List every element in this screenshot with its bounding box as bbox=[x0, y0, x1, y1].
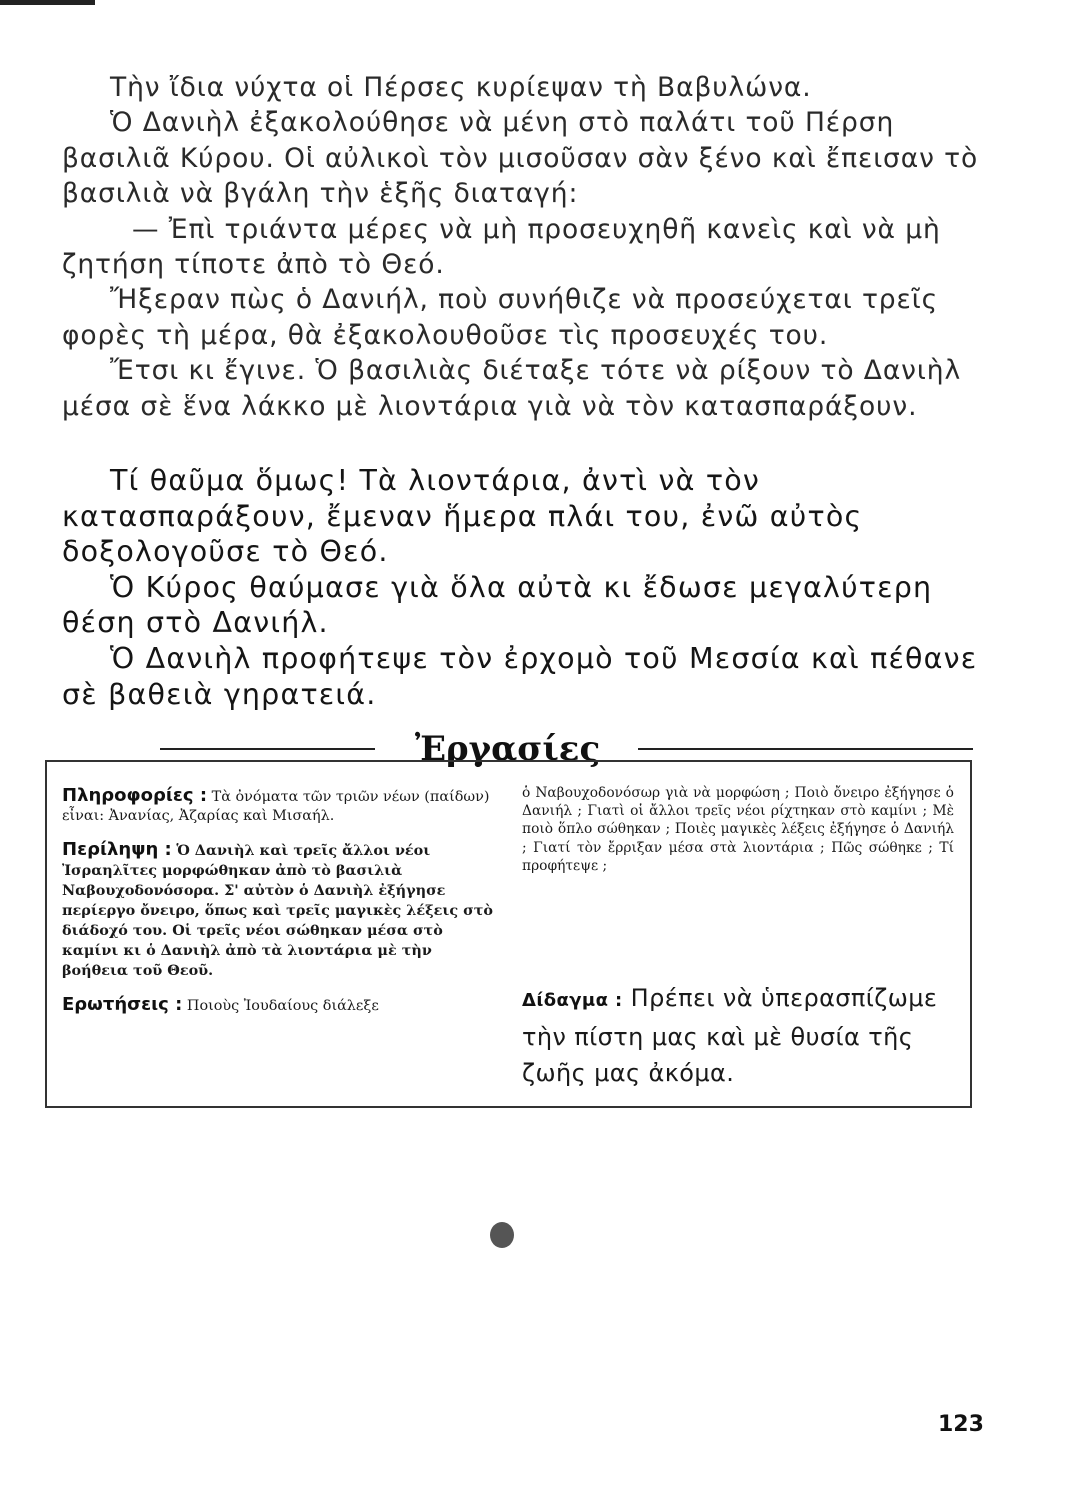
story-paragraph: Ὁ Κύρος θαύμασε γιὰ ὅλα αὐτὰ κι ἔδωσε μεγαλύτερη θέση στὸ Δανιήλ. bbox=[62, 570, 933, 640]
info-text: Τὰ ὀνόματα τῶν τριῶν νέων (παίδων) εἶναι: Ἀνανίας, Ἀζαρίας καὶ Μισαήλ. bbox=[62, 789, 490, 824]
exercises-heading: Ἐργασίες bbox=[414, 729, 601, 769]
story-paragraph: — Ἐπὶ τριάντα μέρες νὰ μὴ προσευχηθῆ κανεὶς καὶ νὰ μὴ ζητήση τίποτε ἀπὸ τὸ Θεό. bbox=[62, 213, 941, 281]
story-paragraph: Ἤξεραν πὼς ὁ Δανιήλ, ποὺ συνήθιζε νὰ προσεύχεται τρεῖς φορὲς τὴ μέρα, θὰ ἐξακολουθοῦσε τὶς προσευχές του. bbox=[62, 284, 939, 351]
heading-rule-right bbox=[638, 748, 973, 750]
questions-text-start: Ποιοὺς Ἰουδαίους διάλεξε bbox=[186, 998, 379, 1014]
lesson-text: Πρέπει νὰ ὑπερασπίζωμε τὴν πίστη μας καὶ μὲ θυσία τῆς ζωῆς μας ἀκόμα. bbox=[522, 984, 938, 1087]
info-block bbox=[62, 786, 502, 826]
heading-rule-left bbox=[160, 748, 375, 750]
story-paragraph: Ὁ Δανιὴλ προφήτεψε τὸν ἐρχομὸ τοῦ Μεσσία καὶ πέθανε σὲ βαθειὰ γηρατειά. bbox=[62, 641, 978, 711]
summary-text: Ὁ Δανιὴλ καὶ τρεῖς ἄλλοι νέοι Ἰσραηλῖτες μορφώθηκαν ἀπὸ τὸ βασιλιὰ Ναβουχοδονόσορα. Σ' αὐτὸν ὁ Δανιὴλ ἐξήγησε περίεργο ὄνειρο, ὅπως καὶ τρεῖς μαγικὲς λέξεις στὸ διάδοχό του. Οἱ τρεῖς νέοι σώθηκαν μέσα στὸ καμίνι κι ὁ Δανιὴλ ἀπὸ τὰ λιοντάρια μὲ τὴν βοήθεια τοῦ Θεοῦ. bbox=[62, 842, 494, 979]
story-text-lower bbox=[62, 463, 987, 712]
exercises-left-column bbox=[62, 786, 502, 1016]
story-paragraph: Τὴν ἴδια νύχτα οἱ Πέρσες κυρίεψαν τὴ Βαβυλώνα. bbox=[110, 72, 812, 103]
top-edge-mark bbox=[0, 0, 95, 5]
info-label: Πληροφορίες : bbox=[62, 785, 208, 806]
story-text-upper bbox=[62, 70, 987, 424]
questions-label: Ερωτήσεις : bbox=[62, 994, 183, 1015]
lesson-block bbox=[522, 980, 962, 1091]
story-paragraph: Ὁ Δανιὴλ ἐξακολούθησε νὰ μένη στὸ παλάτι τοῦ Πέρση βασιλιᾶ Κύρου. Οἱ αὐλικοὶ τὸν μισοῦσαν σὰν ξένο καὶ ἔπεισαν τὸ βασιλιὰ νὰ βγάλη τὴν ἑξῆς διαταγή: bbox=[62, 107, 979, 210]
questions-block bbox=[62, 995, 502, 1016]
summary-label: Περίληψη : bbox=[62, 839, 172, 860]
questions-text-cont: ὁ Ναβουχοδονόσωρ γιὰ νὰ μορφώση ; Ποιὸ ὄνειρο ἐξήγησε ὁ Δανιήλ ; Γιατὶ οἱ ἄλλοι τρεῖς νέοι ρίχτηκαν στὸ καμίνι ; Μὲ ποιὸ ὅπλο σώθηκαν ; Ποιὲς μαγικὲς λέξεις ἐξήγησε ὁ Δανιήλ ; Γιατί τὸν ἔρριξαν μέσα στὰ λιοντάρια ; Πῶς σώθηκε ; Τί προφήτεψε ; bbox=[522, 785, 954, 874]
lesson-label: Δίδαγμα : bbox=[522, 990, 623, 1011]
exercises-right-column bbox=[522, 784, 954, 875]
story-paragraph: Ἔτσι κι ἔγινε. Ὁ βασιλιὰς διέταξε τότε νὰ ρίξουν τὸ Δανιὴλ μέσα σὲ ἕνα λάκκο μὲ λιοντάρια γιὰ νὰ τὸν κατασπαράξουν. bbox=[62, 355, 962, 422]
page-number: 123 bbox=[938, 1412, 984, 1437]
ink-dot-mark bbox=[490, 1222, 514, 1248]
story-paragraph: Τί θαῦμα ὅμως! Τὰ λιοντάρια, ἀντὶ νὰ τὸν κατασπαράξουν, ἔμεναν ἥμερα πλάι του, ἐνῶ αὐτὸς δοξολογοῦσε τὸ Θεό. bbox=[62, 464, 863, 569]
summary-block bbox=[62, 840, 502, 981]
